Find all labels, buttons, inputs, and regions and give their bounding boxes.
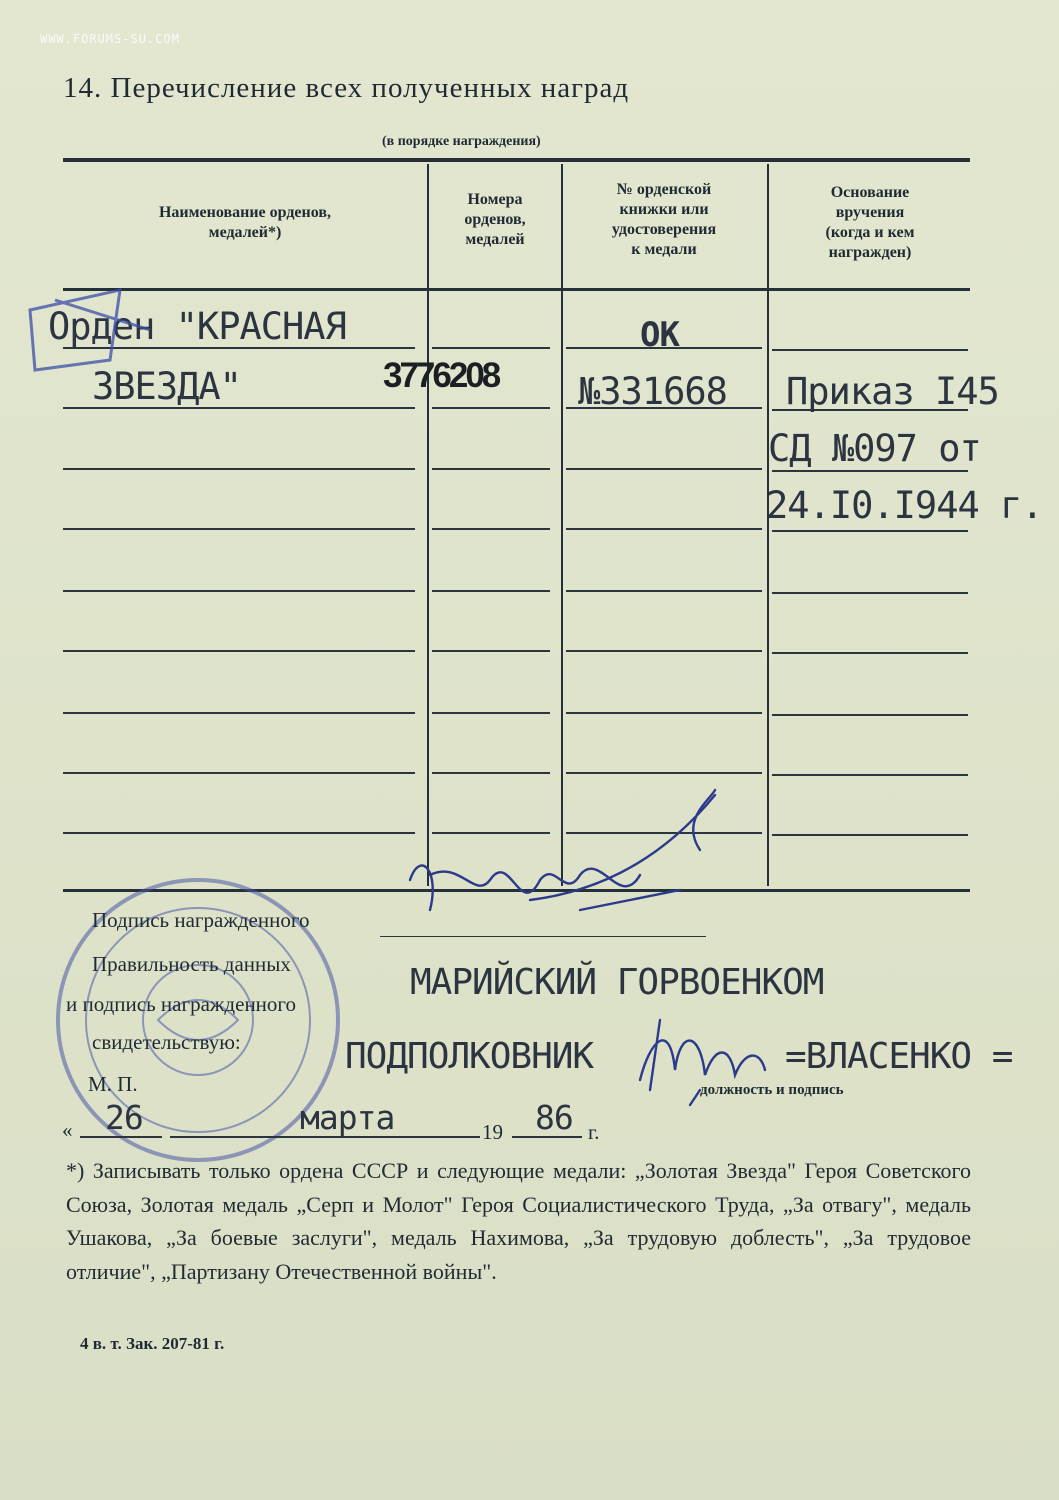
table-top-border — [63, 158, 970, 162]
column-divider — [427, 164, 429, 886]
print-info: 4 в. т. Зак. 207-81 г. — [80, 1334, 225, 1353]
seal-place-label: М. П. — [88, 1072, 138, 1096]
column-header-awards: Наименование орденов, медалей*) — [158, 204, 331, 241]
basis-line1: Приказ I45 — [786, 370, 999, 413]
watermark: WWW.FORUMS-SU.COM — [40, 32, 180, 46]
award-name-line2: ЗВЕЗДА" — [92, 365, 241, 408]
award-number: 3776208 — [383, 356, 499, 395]
table-row-rule — [63, 468, 415, 470]
table-row-rule — [63, 772, 415, 774]
table-row-rule — [63, 528, 415, 530]
table-row-rule — [772, 592, 968, 594]
column-header-book: № орденской книжки или удостоверения к медали — [611, 181, 717, 258]
table-row-rule — [63, 590, 415, 592]
page-subtitle: (в порядке награждения) — [382, 134, 541, 149]
table-row-rule — [432, 468, 550, 470]
column-divider — [561, 164, 563, 886]
table-header-border — [63, 288, 970, 291]
award-name-line1: Орден "КРАСНАЯ — [48, 305, 346, 348]
table-row-rule — [772, 834, 968, 836]
table-row-rule — [772, 774, 968, 776]
table-row-rule — [63, 650, 415, 652]
commissariat-name: МАРИЙСКИЙ ГОРВОЕНКОМ — [410, 962, 824, 1003]
basis-line3: 24.I0.I944 г. — [766, 484, 1043, 527]
table-row-rule — [432, 407, 550, 409]
table-row-rule — [566, 590, 762, 592]
table-row-rule — [566, 650, 762, 652]
book-number: №331668 — [578, 370, 727, 413]
officer-name: =ВЛАСЕНКО = — [785, 1036, 1013, 1077]
awardee-signature — [380, 780, 740, 940]
date-month: марта — [300, 1098, 395, 1137]
column-header-numbers: Номера орденов, медалей — [464, 191, 526, 248]
date-suffix: г. — [588, 1120, 600, 1144]
basis-line2: СД №097 от — [768, 427, 981, 470]
column-header-basis: Основание вручения (когда и кем награжден) — [825, 184, 915, 261]
date-day: 26 — [105, 1098, 143, 1137]
table-row-rule — [63, 832, 415, 834]
page-title: 14. Перечисление всех полученных наград — [63, 72, 630, 104]
verify-label-line3: свидетельствую: — [92, 1030, 241, 1054]
table-row-rule — [772, 714, 968, 716]
verify-label-line1: Правильность данных — [92, 952, 291, 976]
date-century: 19 — [482, 1120, 503, 1144]
book-series: ОК — [640, 315, 679, 355]
table-row-rule — [432, 772, 550, 774]
table-row-rule — [432, 347, 550, 349]
table-row-rule — [432, 650, 550, 652]
position-caption: должность и подпись — [700, 1082, 844, 1098]
verify-label-line2: и подпись награжденного — [66, 992, 297, 1016]
table-row-rule — [566, 772, 762, 774]
stamp-fragment-top — [0, 270, 180, 380]
date-year: 86 — [535, 1098, 573, 1137]
table-row-rule — [432, 528, 550, 530]
table-row-rule — [772, 530, 968, 532]
date-quote-mark: « — [62, 1118, 73, 1142]
table-row-rule — [432, 590, 550, 592]
officer-rank: ПОДПОЛКОВНИК — [345, 1036, 594, 1077]
table-row-rule — [772, 470, 968, 472]
officer-signature — [620, 1000, 790, 1110]
table-row-rule — [63, 712, 415, 714]
table-row-rule — [772, 349, 968, 351]
table-row-rule — [432, 712, 550, 714]
table-row-rule — [566, 528, 762, 530]
table-row-rule — [772, 652, 968, 654]
footnote: *) Записывать только ордена СССР и следующие медали: „Золотая Звезда" Героя Советского Союза, Золотая медаль „Серп и Молот" Героя Социалистического Труда, „За отвагу", медаль Ушакова, „За боевые заслуги", медаль Нахимова, „За трудовую доблесть", „За трудовое отличие", „Партизану Отечественной войны". — [66, 1158, 971, 1284]
table-row-rule — [566, 712, 762, 714]
signature-label: Подпись награжденного — [92, 908, 310, 932]
table-row-rule — [566, 468, 762, 470]
